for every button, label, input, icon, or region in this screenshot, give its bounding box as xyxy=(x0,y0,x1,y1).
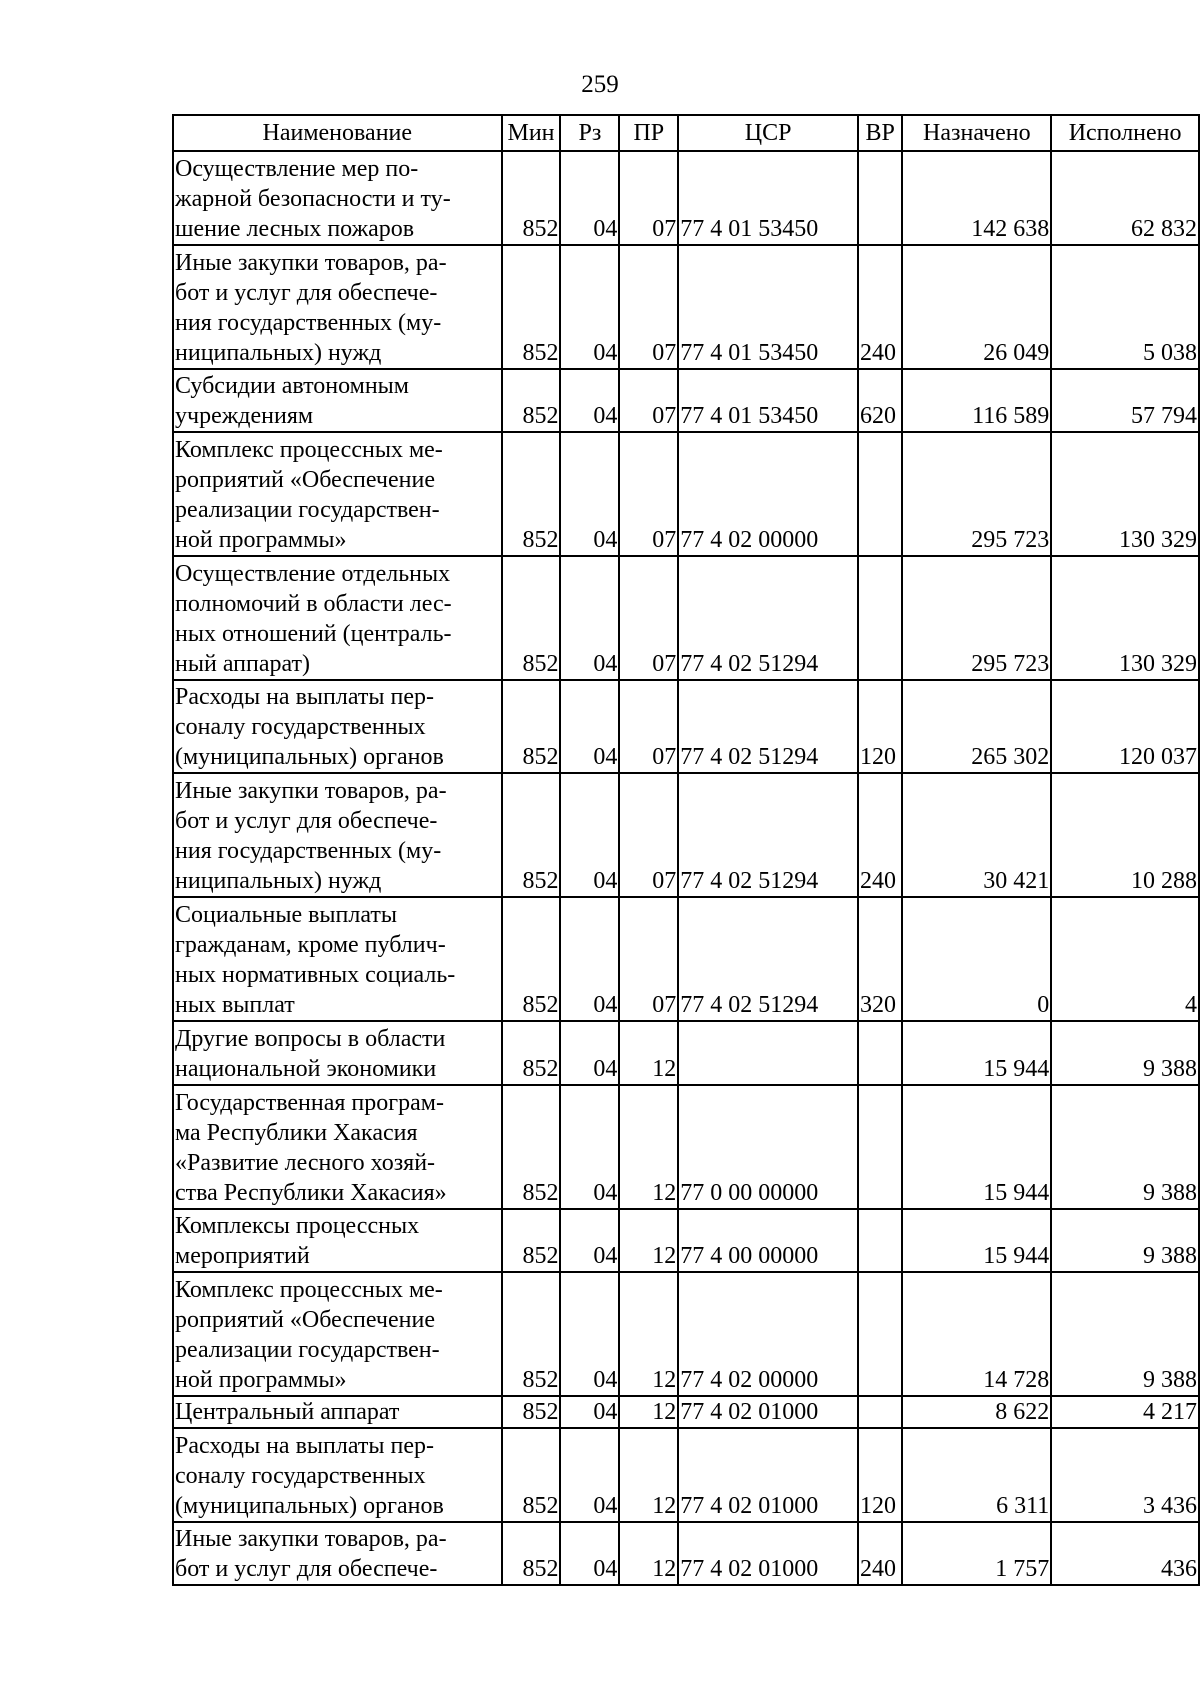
cell-rz: 04 xyxy=(560,680,619,774)
table-row xyxy=(173,245,1199,369)
cell-csr: 77 4 01 53450 xyxy=(678,151,858,245)
table-row xyxy=(173,1272,1199,1396)
cell-min: 852 xyxy=(502,680,561,774)
cell-rz: 04 xyxy=(560,369,619,432)
cell-vr: 240 xyxy=(858,773,902,897)
cell-assigned: 1 757 xyxy=(902,1522,1051,1585)
cell-csr: 77 4 02 00000 xyxy=(678,1272,858,1396)
cell-csr: 77 0 00 00000 xyxy=(678,1085,858,1209)
cell-pr: 12 xyxy=(619,1085,678,1209)
cell-assigned: 6 311 xyxy=(902,1428,1051,1522)
page-number: 259 xyxy=(581,71,619,98)
cell-pr: 12 xyxy=(619,1272,678,1396)
cell-executed: 57 794 xyxy=(1051,369,1199,432)
header-min: Мин xyxy=(502,115,561,151)
cell-assigned: 15 944 xyxy=(902,1085,1051,1209)
cell-executed: 5 038 xyxy=(1051,245,1199,369)
cell-rz: 04 xyxy=(560,432,619,556)
cell-pr: 12 xyxy=(619,1396,678,1429)
cell-vr xyxy=(858,1085,902,1209)
cell-pr: 07 xyxy=(619,897,678,1021)
cell-pr: 07 xyxy=(619,432,678,556)
cell-vr: 120 xyxy=(858,1428,902,1522)
cell-assigned: 26 049 xyxy=(902,245,1051,369)
cell-vr xyxy=(858,1396,902,1429)
cell-assigned: 30 421 xyxy=(902,773,1051,897)
table-row xyxy=(173,1209,1199,1272)
header-pr: ПР xyxy=(619,115,678,151)
cell-min: 852 xyxy=(502,1396,561,1429)
cell-csr: 77 4 00 00000 xyxy=(678,1209,858,1272)
cell-rz: 04 xyxy=(560,1272,619,1396)
cell-assigned: 8 622 xyxy=(902,1396,1051,1429)
table-row xyxy=(173,556,1199,680)
cell-csr: 77 4 02 51294 xyxy=(678,680,858,774)
cell-vr xyxy=(858,1021,902,1084)
header-assigned: Назначено xyxy=(902,115,1051,151)
cell-rz: 04 xyxy=(560,1428,619,1522)
cell-executed: 9 388 xyxy=(1051,1021,1199,1084)
cell-rz: 04 xyxy=(560,1396,619,1429)
cell-name: Иные закупки товаров, ра- бот и услуг для обеспече- ния государственных (му- ниципальных) нужд xyxy=(173,245,502,369)
cell-min: 852 xyxy=(502,1522,561,1585)
cell-pr: 12 xyxy=(619,1021,678,1084)
cell-min: 852 xyxy=(502,432,561,556)
cell-min: 852 xyxy=(502,1272,561,1396)
cell-assigned: 0 xyxy=(902,897,1051,1021)
cell-name: Комплекс процессных ме- роприятий «Обеспечение реализации государствен- ной программы» xyxy=(173,1272,502,1396)
table-row xyxy=(173,773,1199,897)
cell-name: Расходы на выплаты пер- соналу государственных (муниципальных) органов xyxy=(173,1428,502,1522)
cell-executed: 130 329 xyxy=(1051,432,1199,556)
header-executed: Исполнено xyxy=(1051,115,1199,151)
cell-name: Комплекс процессных ме- роприятий «Обеспечение реализации государствен- ной программы» xyxy=(173,432,502,556)
cell-vr xyxy=(858,1209,902,1272)
cell-name: Государственная програм- ма Республики Хакасия «Развитие лесного хозяй- ства Республики Хакасия» xyxy=(173,1085,502,1209)
table-header-row xyxy=(173,115,1199,151)
cell-csr: 77 4 02 01000 xyxy=(678,1522,858,1585)
cell-assigned: 14 728 xyxy=(902,1272,1051,1396)
cell-csr: 77 4 02 51294 xyxy=(678,773,858,897)
cell-executed: 9 388 xyxy=(1051,1272,1199,1396)
cell-vr xyxy=(858,151,902,245)
cell-name: Осуществление мер по- жарной безопасности и ту- шение лесных пожаров xyxy=(173,151,502,245)
table-row xyxy=(173,897,1199,1021)
cell-min: 852 xyxy=(502,1209,561,1272)
cell-vr xyxy=(858,556,902,680)
table-body xyxy=(173,151,1199,1585)
cell-rz: 04 xyxy=(560,151,619,245)
cell-assigned: 295 723 xyxy=(902,556,1051,680)
cell-min: 852 xyxy=(502,897,561,1021)
cell-executed: 10 288 xyxy=(1051,773,1199,897)
cell-vr: 320 xyxy=(858,897,902,1021)
table-row xyxy=(173,1428,1199,1522)
cell-vr xyxy=(858,1272,902,1396)
cell-pr: 07 xyxy=(619,773,678,897)
table-row xyxy=(173,1085,1199,1209)
cell-executed: 62 832 xyxy=(1051,151,1199,245)
header-csr: ЦСР xyxy=(678,115,858,151)
table-row xyxy=(173,1522,1199,1585)
cell-csr: 77 4 02 51294 xyxy=(678,556,858,680)
cell-rz: 04 xyxy=(560,556,619,680)
header-vr: ВР xyxy=(858,115,902,151)
cell-rz: 04 xyxy=(560,773,619,897)
cell-executed: 3 436 xyxy=(1051,1428,1199,1522)
cell-name: Другие вопросы в области национальной экономики xyxy=(173,1021,502,1084)
header-name: Наименование xyxy=(173,115,502,151)
cell-assigned: 265 302 xyxy=(902,680,1051,774)
cell-csr: 77 4 02 01000 xyxy=(678,1396,858,1429)
cell-executed: 9 388 xyxy=(1051,1085,1199,1209)
cell-csr: 77 4 01 53450 xyxy=(678,245,858,369)
cell-rz: 04 xyxy=(560,1085,619,1209)
cell-assigned: 142 638 xyxy=(902,151,1051,245)
header-rz: Рз xyxy=(560,115,619,151)
cell-name: Иные закупки товаров, ра- бот и услуг для обеспече- ния государственных (му- ниципальных) нужд xyxy=(173,773,502,897)
cell-min: 852 xyxy=(502,1428,561,1522)
cell-vr xyxy=(858,432,902,556)
budget-table xyxy=(172,114,1200,1586)
cell-pr: 07 xyxy=(619,369,678,432)
cell-executed: 4 217 xyxy=(1051,1396,1199,1429)
table-row xyxy=(173,432,1199,556)
cell-csr: 77 4 02 51294 xyxy=(678,897,858,1021)
cell-name: Расходы на выплаты пер- соналу государственных (муниципальных) органов xyxy=(173,680,502,774)
cell-executed: 130 329 xyxy=(1051,556,1199,680)
cell-executed: 9 388 xyxy=(1051,1209,1199,1272)
cell-vr: 240 xyxy=(858,245,902,369)
table-row xyxy=(173,151,1199,245)
table-row xyxy=(173,369,1199,432)
cell-assigned: 295 723 xyxy=(902,432,1051,556)
cell-csr xyxy=(678,1021,858,1084)
cell-rz: 04 xyxy=(560,1021,619,1084)
cell-rz: 04 xyxy=(560,245,619,369)
cell-executed: 4 xyxy=(1051,897,1199,1021)
cell-pr: 07 xyxy=(619,680,678,774)
cell-min: 852 xyxy=(502,369,561,432)
cell-name: Иные закупки товаров, ра- бот и услуг для обеспече- xyxy=(173,1522,502,1585)
cell-min: 852 xyxy=(502,1085,561,1209)
table-row xyxy=(173,1021,1199,1084)
cell-csr: 77 4 02 00000 xyxy=(678,432,858,556)
cell-pr: 07 xyxy=(619,556,678,680)
cell-assigned: 116 589 xyxy=(902,369,1051,432)
cell-assigned: 15 944 xyxy=(902,1021,1051,1084)
cell-name: Осуществление отдельных полномочий в области лес- ных отношений (централь- ный аппарат) xyxy=(173,556,502,680)
cell-vr: 240 xyxy=(858,1522,902,1585)
table-row xyxy=(173,680,1199,774)
cell-pr: 07 xyxy=(619,245,678,369)
cell-pr: 12 xyxy=(619,1209,678,1272)
cell-vr: 120 xyxy=(858,680,902,774)
cell-pr: 12 xyxy=(619,1522,678,1585)
cell-csr: 77 4 01 53450 xyxy=(678,369,858,432)
cell-assigned: 15 944 xyxy=(902,1209,1051,1272)
cell-rz: 04 xyxy=(560,1522,619,1585)
cell-min: 852 xyxy=(502,1021,561,1084)
cell-pr: 07 xyxy=(619,151,678,245)
cell-min: 852 xyxy=(502,556,561,680)
cell-min: 852 xyxy=(502,773,561,897)
cell-min: 852 xyxy=(502,245,561,369)
cell-rz: 04 xyxy=(560,897,619,1021)
cell-csr: 77 4 02 01000 xyxy=(678,1428,858,1522)
cell-name: Социальные выплаты гражданам, кроме публич- ных нормативных социаль- ных выплат xyxy=(173,897,502,1021)
cell-name: Субсидии автономным учреждениям xyxy=(173,369,502,432)
cell-min: 852 xyxy=(502,151,561,245)
cell-executed: 120 037 xyxy=(1051,680,1199,774)
cell-name: Центральный аппарат xyxy=(173,1396,502,1429)
table-row xyxy=(173,1396,1199,1429)
cell-name: Комплексы процессных мероприятий xyxy=(173,1209,502,1272)
cell-pr: 12 xyxy=(619,1428,678,1522)
cell-vr: 620 xyxy=(858,369,902,432)
cell-rz: 04 xyxy=(560,1209,619,1272)
cell-executed: 436 xyxy=(1051,1522,1199,1585)
